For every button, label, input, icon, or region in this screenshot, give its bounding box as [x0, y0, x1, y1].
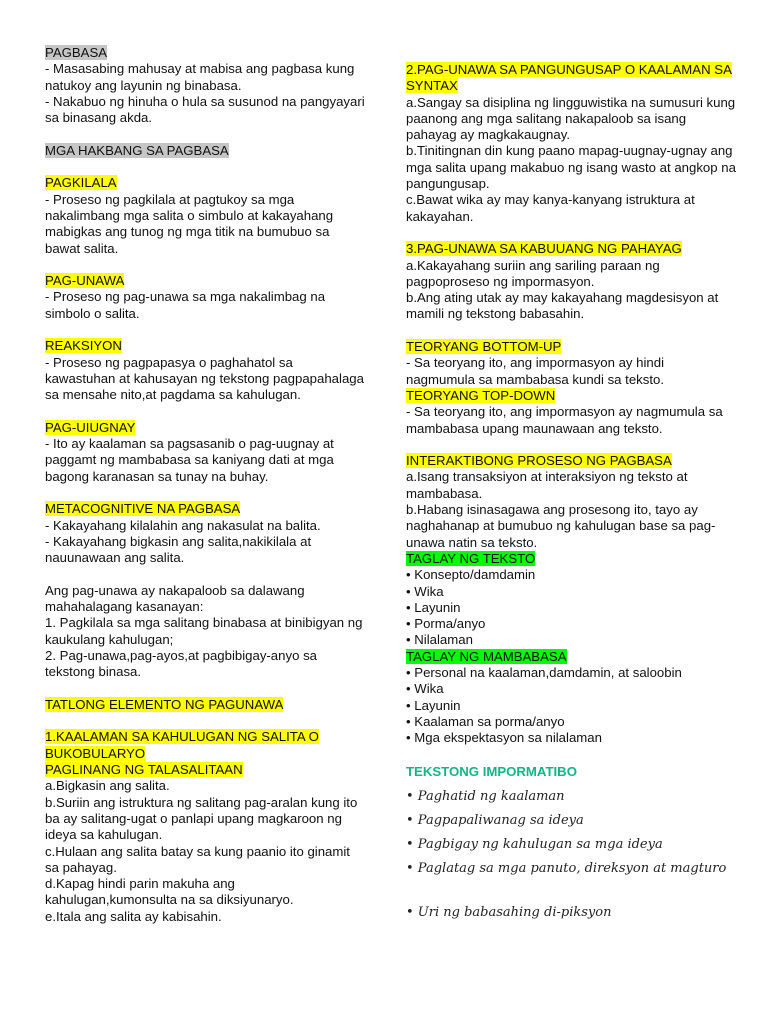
kabuuan-line-a: a.Kakayahang suriin ang sariling paraan ng pagpoproseso ng impormasyon.	[406, 257, 660, 289]
taglay-mambabasa-item: • Kaalaman sa porma/anyo	[406, 713, 565, 729]
interaktibo-line-a: a.Isang transaksiyon at interaksiyon ng teksto at mambabasa.	[406, 469, 688, 501]
taglay-mambabasa-item: • Layunin	[406, 697, 461, 713]
syntax-line-b: b.Tinitingnan din kung paano mapag-uugnay-ugnay ang mga salita upang makabuo ng isang wasto at angkop na pangungusap.	[406, 143, 736, 192]
section-pauugnay	[45, 420, 365, 485]
taglay-teksto-item: • Porma/anyo	[406, 616, 486, 632]
taglay-teksto-item: • Wika	[406, 583, 444, 599]
kaalaman-heading-2: PAGLINANG NG TALASALITAAN	[45, 762, 243, 778]
kaalaman-heading-1: 1.KAALAMAN SA KAHULUGAN NG SALITA O BUKOBULARYO	[45, 729, 319, 761]
impormatibo-item: • Paglatag sa mga panuto, direksyon at magturo	[406, 860, 727, 876]
kabuuan-heading: 3.PAG-UNAWA SA KABUUANG NG PAHAYAG	[406, 241, 682, 257]
section-dalawang-kasanayan	[45, 583, 365, 681]
metacognitive-line-1: - Kakayahang kilalahin ang nakasulat na balita.	[45, 517, 321, 533]
section-topdown	[406, 388, 736, 437]
impormatibo-item: • Pagpapaliwanag sa ideya	[406, 812, 584, 828]
kaalaman-line-d: d.Kapag hindi parin makuha ang kahulugan,kumonsulta na sa diksiyunaryo.	[45, 876, 294, 908]
bottomup-line-1: - Sa teoryang ito, ang impormasyon ay hindi nagmumula sa mambabasa kundi sa teksto.	[406, 355, 665, 387]
impormatibo-item: • Pagbigay ng kahulugan sa mga ideya	[406, 836, 663, 852]
pagkilala-heading: PAGKILALA	[45, 175, 117, 191]
reaksiyon-line-1: - Proseso ng pagpapasya o paghahatol sa kawastuhan at kahusayan ng tekstong pagpapahalaga sa mensahe nito,at pagdama sa kahulugan.	[45, 354, 364, 403]
section-reaksiyon	[45, 338, 365, 403]
kaalaman-line-a: a.Bigkasin ang salita.	[45, 778, 170, 794]
pagunawa-heading: PAG-UNAWA	[45, 273, 125, 289]
section-kaalaman-salita	[45, 729, 365, 925]
dalawang-item-1: 1. Pagkilala sa mga salitang binabasa at binibigyan ng kaukulang kahulugan;	[45, 615, 363, 647]
taglay-mambabasa-item: • Mga ekspektasyon sa nilalaman	[406, 730, 602, 746]
section-pagkilala	[45, 175, 365, 256]
impormatibo-item: • Paghatid ng kaalaman	[406, 788, 565, 804]
kaalaman-line-e: e.Itala ang salita ay kabisahin.	[45, 908, 222, 924]
dalawang-item-2: 2. Pag-unawa,pag-ayos,at pagbibigay-anyo sa tekstong binasa.	[45, 647, 317, 680]
hakbang-heading: MGA HAKBANG SA PAGBASA	[45, 142, 229, 158]
tatlong-heading: TATLONG ELEMENTO NG PAGUNAWA	[45, 696, 284, 712]
interaktibo-heading: INTERAKTIBONG PROSESO NG PAGBASA	[406, 453, 672, 469]
taglay-teksto-heading: TAGLAY NG TEKSTO	[406, 550, 536, 566]
topdown-heading: TEORYANG TOP-DOWN	[406, 387, 556, 403]
topdown-line-1: - Sa teoryang ito, ang impormasyon ay nagmumula sa mambabasa upang maunawaan ang teksto.	[406, 404, 723, 436]
metacognitive-heading: METACOGNITIVE NA PAGBASA	[45, 501, 241, 517]
taglay-mambabasa-heading: TAGLAY NG MAMBABASA	[406, 648, 567, 664]
reaksiyon-heading: REAKSIYON	[45, 338, 122, 354]
taglay-teksto-item: • Layunin	[406, 599, 461, 615]
impormatibo-last-item: • Uri ng babasahing di-piksyon	[406, 904, 612, 920]
taglay-mambabasa-item: • Wika	[406, 681, 444, 697]
section-metacognitive	[45, 501, 365, 566]
section-interaktibo	[406, 453, 736, 551]
kaalaman-line-c: c.Hulaan ang salita batay sa kung paanio ito ginamit sa pahayag.	[45, 843, 350, 875]
section-bottomup	[406, 339, 736, 388]
syntax-line-c: c.Bawat wika ay may kanya-kanyang istruktura at kakayahan.	[406, 192, 695, 224]
section-kabuuan	[406, 241, 736, 322]
taglay-mambabasa-item: • Personal na kaalaman,damdamin, at saloobin	[406, 664, 682, 680]
metacognitive-line-2: - Kakayahang bigkasin ang salita,nakikilala at nauunawaan ang salita.	[45, 533, 312, 566]
left-column	[45, 45, 365, 925]
section-pagbasa	[45, 45, 365, 126]
pagbasa-heading: PAGBASA	[45, 45, 108, 60]
pagkilala-line-1: - Proseso ng pagkilala at pagtukoy sa mga nakalimbang mga salita o simbulo at kakayahang mabigkas ang tunog ng mga titik na bumubuo sa bawat salita.	[45, 191, 334, 256]
syntax-heading: 2.PAG-UNAWA SA PANGUNGUSAP O KAALAMAN SA SYNTAX	[406, 62, 732, 94]
section-syntax	[406, 62, 736, 225]
kaalaman-line-b: b.Suriin ang istruktura ng salitang pag-aralan kung ito ba ay salitang-ugat o panlapi upang magkaroon ng ideya sa kahulugan.	[45, 794, 358, 843]
pauugnay-heading: PAG-UIUGNAY	[45, 419, 136, 435]
taglay-teksto-item: • Nilalaman	[406, 632, 473, 648]
interaktibo-line-b: b.Habang isinasagawa ang prosesong ito, tayo ay naghahanap at bumubuo ng kahulugan base sa pag-unawa natin sa teksto.	[406, 502, 716, 550]
taglay-teksto-item: • Konsepto/damdamin	[406, 567, 536, 583]
section-taglay-teksto	[406, 551, 736, 649]
pagunawa-line-1: - Proseso ng pag-unawa sa mga nakalimbag na simbolo o salita.	[45, 289, 326, 321]
bottomup-heading: TEORYANG BOTTOM-UP	[406, 339, 562, 355]
syntax-line-a: a.Sangay sa disiplina ng lingguwistika na sumusuri kung paanong ang mga salitang nakapaloob sa isang pahayag ay magkakaugnay.	[406, 94, 736, 143]
right-column	[406, 62, 736, 925]
impormatibo-heading: TEKSTONG IMPORMATIBO	[406, 764, 577, 780]
section-pagunawa	[45, 273, 365, 322]
kabuuan-line-b: b.Ang ating utak ay may kakayahang magdesisyon at mamili ng tekstong babasahin.	[406, 290, 719, 322]
pagbasa-line-1: - Masasabing mahusay at mabisa ang pagbasa kung natukoy ang layunin ng binabasa.	[45, 61, 355, 93]
section-impormatibo	[406, 764, 736, 924]
pagbasa-line-2: - Nakabuo ng hinuha o hula sa susunod na pangyayari sa binasang akda.	[45, 93, 365, 126]
dalawang-intro: Ang pag-unawa ay nakapaloob sa dalawang mahahalagang kasanayan:	[45, 582, 305, 615]
section-taglay-mambabasa	[406, 649, 736, 747]
pauugnay-line-1: - Ito ay kaalaman sa pagsasanib o pag-uugnay at paggamt ng mambabasa sa kaniyang dati at mga bagong karanasan sa tunay na buhay.	[45, 436, 334, 484]
